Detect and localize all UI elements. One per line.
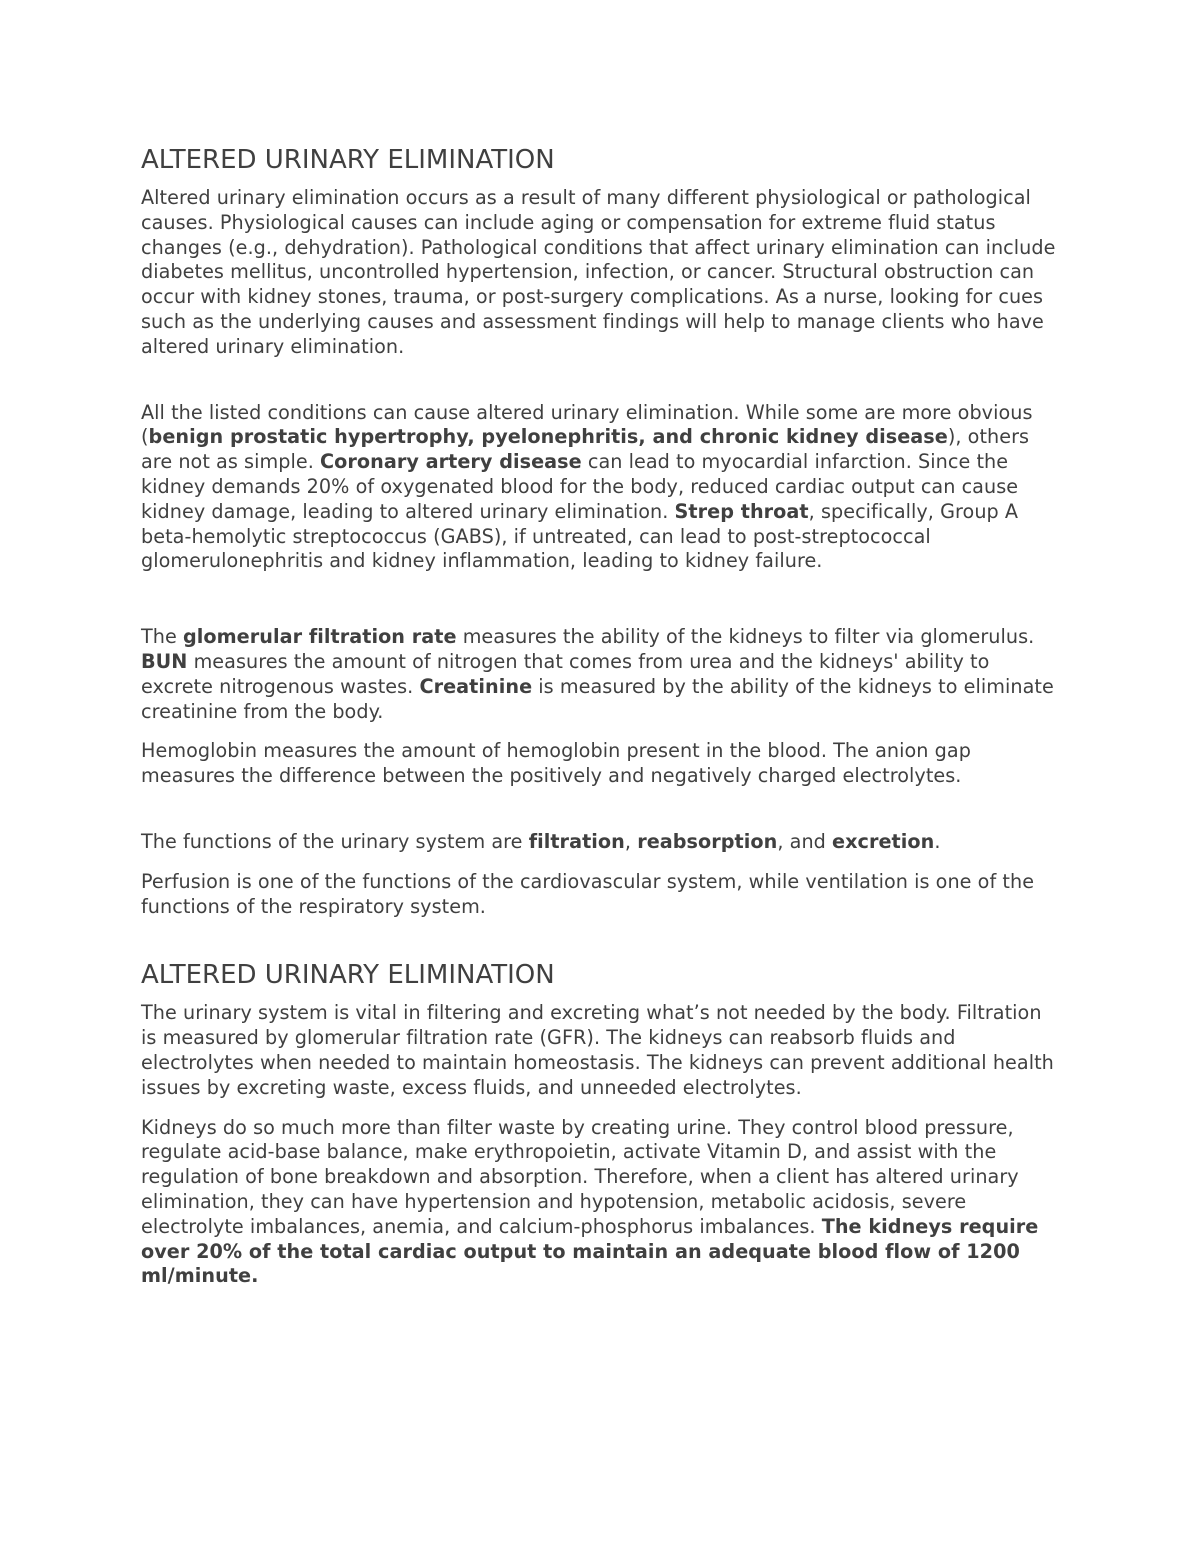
text-run: , [624, 829, 638, 853]
section-heading: ALTERED URINARY ELIMINATION [141, 145, 555, 175]
bold-filtration: filtration [528, 829, 625, 853]
text-run: can lead to myocardial infarction. Since the kidney demands 20% of oxygenated blood for the body, reduced cardiac output can cause kidney damage, leading to altered urinary elimination. [141, 450, 1019, 523]
bold-bun: BUN [141, 649, 188, 673]
section-heading: ALTERED URINARY ELIMINATION [141, 960, 555, 991]
bold-coronary-artery-disease: Coronary artery disease [320, 450, 582, 474]
conditions-paragraph [141, 401, 1061, 575]
bold-cardiac-output: The kidneys require over 20% of the total cardiac output to maintain an adequate blood flow of 1200 ml/minute. [141, 1214, 1039, 1288]
text-run: All the listed conditions can cause altered urinary elimination. While some are more obvious ( [141, 400, 1033, 449]
bold-conditions: benign prostatic hypertrophy, pyelonephritis, and chronic kidney disease [148, 425, 948, 449]
lab-tests-paragraph [141, 625, 1061, 724]
kidney-functions-paragraph [141, 1116, 1061, 1290]
urinary-system-paragraph: The urinary system is vital in filtering and excreting what’s not needed by the body. Filtration is measured by glomerular filtration rate (GFR). The kidneys can reabsorb fluids and electrolytes when needed to maintain homeostasis. The kidneys can prevent additional health issues by excreting waste, excess fluids, and unneeded electrolytes. [141, 1001, 1054, 1099]
intro-paragraph: Altered urinary elimination occurs as a result of many different physiological or pathological causes. Physiological causes can include aging or compensation for extreme fluid status changes (e.g., dehydration). Pathological conditions that affect urinary elimination can include diabetes mellitus, uncontrolled hypertension, infection, or cancer. Structural obstruction can occur with kidney stones, trauma, or post-surgery complications. As a nurse, looking for cues such as the underlying causes and assessment findings will help to manage clients who have altered urinary elimination. [141, 186, 1056, 358]
text-run: Kidneys do so much more than filter waste by creating urine. They control blood pressure, regulate acid-base balance, make erythropoietin, activate Vitamin D, and assist with the regulation of bone breakdown and absorption. Therefore, when a client has altered urinary elimination, they can have hypertension and hypotension, metabolic acidosis, severe electrolyte imbalances, anemia, and calcium-phosphorus imbalances. [141, 1115, 1019, 1238]
hemoglobin-paragraph: Hemoglobin measures the amount of hemoglobin present in the blood. The anion gap measures the difference between the positively and negatively charged electrolytes. [141, 739, 971, 788]
document-body [141, 140, 1061, 1289]
bold-creatinine: Creatinine [419, 674, 533, 698]
functions-paragraph [141, 830, 1061, 855]
text-run: , specifically, Group A beta-hemolytic streptococcus (GABS), if untreated, can lead to post-streptococcal glomerulonephritis and kidney inflammation, leading to kidney failure. [141, 499, 1019, 573]
text-run: The [141, 625, 183, 649]
bold-reabsorption: reabsorption [637, 829, 778, 853]
bold-gfr: glomerular filtration rate [183, 625, 457, 649]
text-run: measures the amount of nitrogen that comes from urea and the kidneys' ability to excrete nitrogenous wastes. [141, 649, 990, 698]
bold-strep-throat: Strep throat [674, 499, 809, 523]
text-run: ), others are not as simple. [141, 425, 1030, 474]
text-run: measures the ability of the kidneys to filter via glomerulus. [456, 625, 1035, 649]
text-run: The functions of the urinary system are [141, 829, 529, 853]
perfusion-paragraph: Perfusion is one of the functions of the cardiovascular system, while ventilation is one of the functions of the respiratory system. [141, 869, 1035, 918]
text-run: , and [777, 829, 833, 853]
text-run: is measured by the ability of the kidneys to eliminate creatinine from the body. [141, 674, 1054, 723]
bold-excretion: excretion [832, 829, 935, 853]
text-run: . [934, 829, 941, 853]
